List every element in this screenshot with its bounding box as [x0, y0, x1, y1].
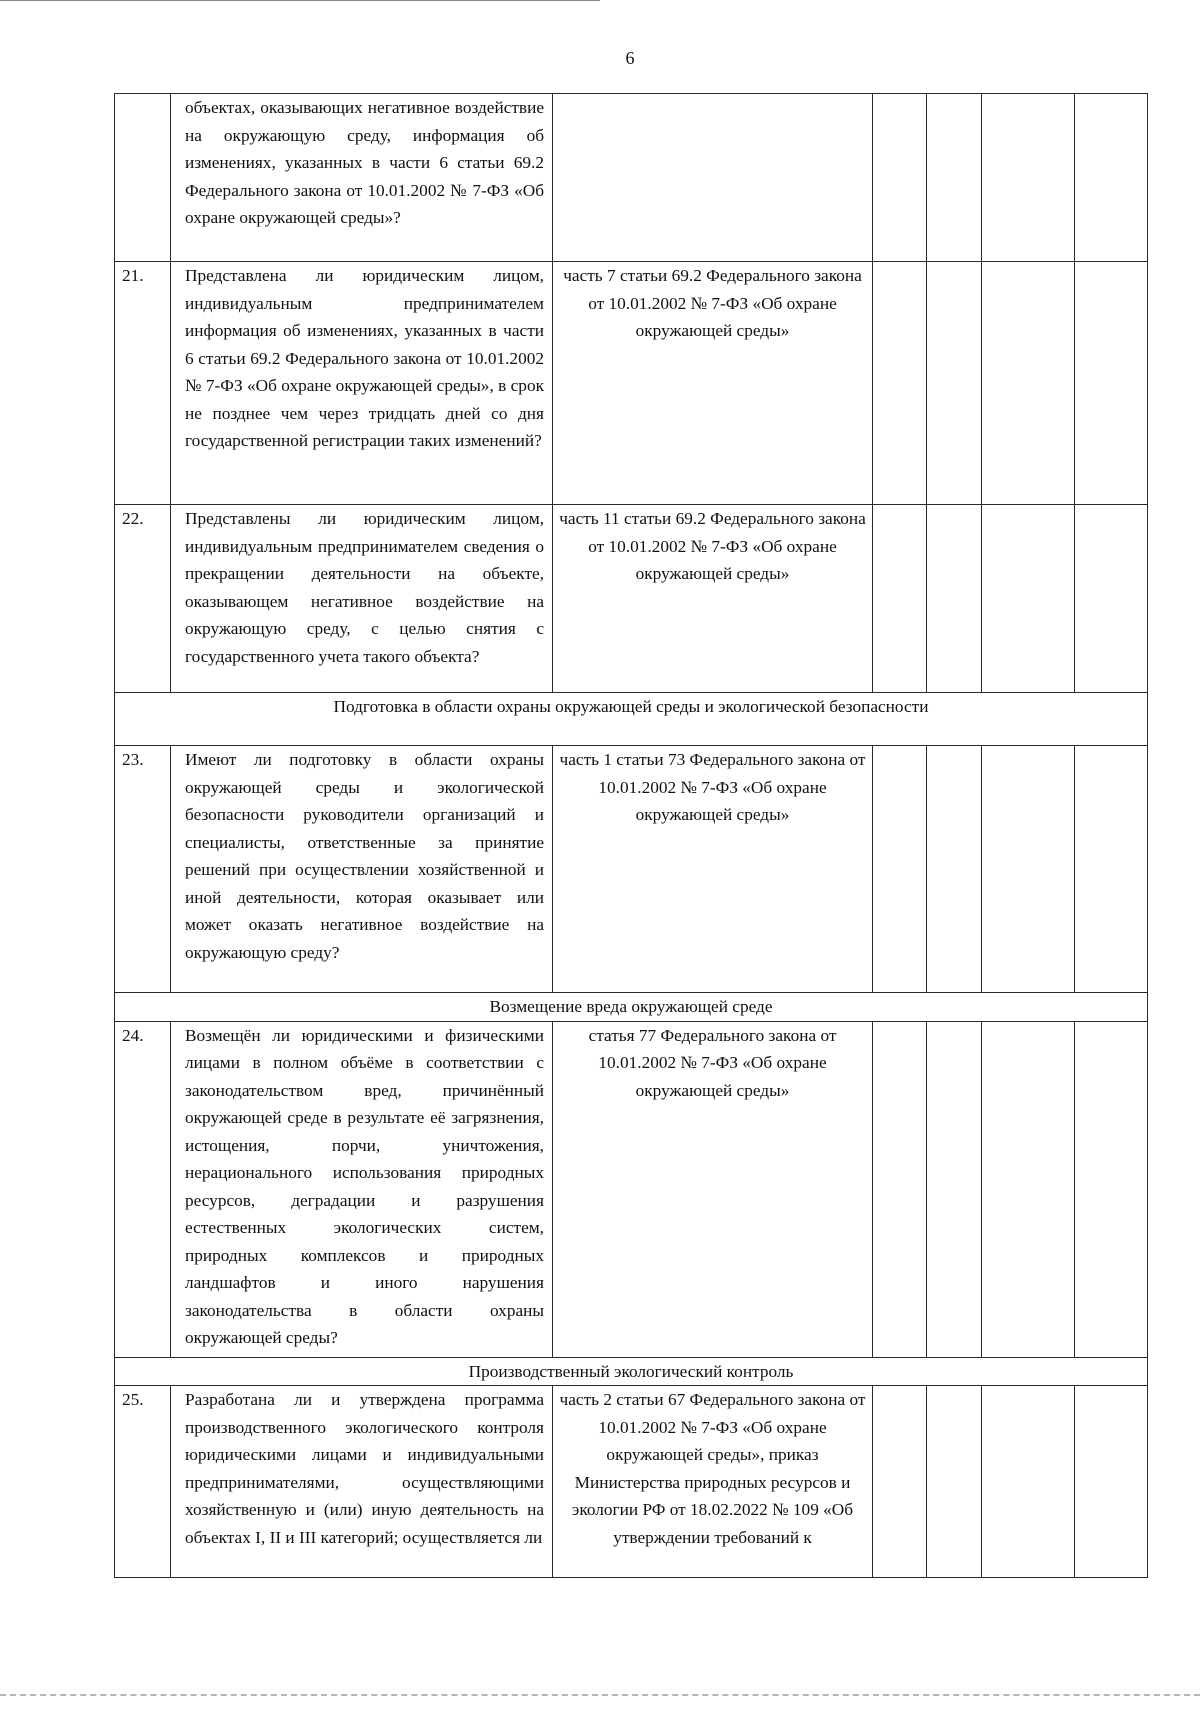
section-heading-training: Подготовка в области охраны окружающей среды и экологической безопасности	[115, 693, 1148, 746]
question-text: Представлена ли юридическим лицом, индивидуальным предпринимателем информация об изменениях, указанных в части 6 статьи 69.2 Федерального закона от 10.01.2002 № 7-ФЗ «Об охране окружающей среды», в срок не позднее чем через тридцать дней со дня государственной регистрации таких изменений?	[171, 262, 553, 505]
answer-not-applicable-cell	[982, 746, 1075, 993]
answer-no-cell	[927, 1021, 982, 1357]
answer-yes-cell	[873, 746, 927, 993]
answer-not-applicable-cell	[982, 1386, 1075, 1578]
question-text: Имеют ли подготовку в области охраны окружающей среды и экологической безопасности руководители организаций и специалисты, ответственные за принятие решений при осуществлении хозяйственной и иной деятельности, которая оказывает или может оказать негативное воздействие на окружающую среду?	[171, 746, 553, 993]
legal-reference: статья 77 Федерального закона от 10.01.2002 № 7-ФЗ «Об охране окружающей среды»	[553, 1021, 873, 1357]
table-row	[115, 505, 1148, 693]
note-cell	[1075, 505, 1148, 693]
legal-reference: часть 7 статьи 69.2 Федерального закона от 10.01.2002 № 7-ФЗ «Об охране окружающей среды»	[553, 262, 873, 505]
table-row	[115, 262, 1148, 505]
row-number: 23.	[115, 746, 171, 993]
answer-not-applicable-cell	[982, 262, 1075, 505]
row-number: 22.	[115, 505, 171, 693]
answer-yes-cell	[873, 1021, 927, 1357]
section-header-row	[115, 993, 1148, 1022]
legal-reference: часть 11 статьи 69.2 Федерального закона от 10.01.2002 № 7-ФЗ «Об охране окружающей среды»	[553, 505, 873, 693]
section-heading-damage: Возмещение вреда окружающей среде	[115, 993, 1148, 1022]
scan-bottom-edge-line	[0, 1694, 1200, 1696]
note-cell	[1075, 1021, 1148, 1357]
checklist-table	[114, 93, 1148, 1578]
section-heading-production-control: Производственный экологический контроль	[115, 1357, 1148, 1386]
question-text: объектах, оказывающих негативное воздействие на окружающую среду, информация об изменениях, указанных в части 6 статьи 69.2 Федерального закона от 10.01.2002 № 7-ФЗ «Об охране окружающей среды»?	[171, 94, 553, 262]
note-cell	[1075, 94, 1148, 262]
section-header-row	[115, 693, 1148, 746]
question-text: Разработана ли и утверждена программа производственного экологического контроля юридическими лицами и индивидуальными предпринимателями, осуществляющими хозяйственную и (или) иную деятельность на объектах I, II и III категорий; осуществляется ли	[171, 1386, 553, 1578]
legal-reference: часть 1 статьи 73 Федерального закона от 10.01.2002 № 7-ФЗ «Об охране окружающей среды»	[553, 746, 873, 993]
table-row	[115, 1021, 1148, 1357]
answer-no-cell	[927, 505, 982, 693]
question-text: Представлены ли юридическим лицом, индивидуальным предпринимателем сведения о прекращении деятельности на объекте, оказывающем негативное воздействие на окружающую среду, с целью снятия с государственного учета такого объекта?	[171, 505, 553, 693]
note-cell	[1075, 262, 1148, 505]
page-number: 6	[625, 48, 635, 68]
legal-reference	[553, 94, 873, 262]
answer-no-cell	[927, 746, 982, 993]
answer-no-cell	[927, 262, 982, 505]
answer-no-cell	[927, 94, 982, 262]
answer-no-cell	[927, 1386, 982, 1578]
table-row	[115, 746, 1148, 993]
row-number: 25.	[115, 1386, 171, 1578]
scan-top-edge-line	[0, 0, 600, 1]
row-number	[115, 94, 171, 262]
answer-not-applicable-cell	[982, 505, 1075, 693]
note-cell	[1075, 1386, 1148, 1578]
note-cell	[1075, 746, 1148, 993]
section-header-row	[115, 1357, 1148, 1386]
question-text: Возмещён ли юридическими и физическими лицами в полном объёме в соответствии с законодательством вред, причинённый окружающей среде в результате её загрязнения, истощения, порчи, уничтожения, нерационального использования природных ресурсов, деградации и разрушения естественных экологических систем, природных комплексов и природных ландшафтов и иного нарушения законодательства в области охраны окружающей среды?	[171, 1021, 553, 1357]
answer-not-applicable-cell	[982, 94, 1075, 262]
answer-yes-cell	[873, 94, 927, 262]
table-row	[115, 1386, 1148, 1578]
legal-reference: часть 2 статьи 67 Федерального закона от 10.01.2002 № 7-ФЗ «Об охране окружающей среды», приказ Министерства природных ресурсов и экологии РФ от 18.02.2022 № 109 «Об утверждении требований к	[553, 1386, 873, 1578]
answer-yes-cell	[873, 1386, 927, 1578]
row-number: 24.	[115, 1021, 171, 1357]
answer-yes-cell	[873, 262, 927, 505]
answer-not-applicable-cell	[982, 1021, 1075, 1357]
table-row	[115, 94, 1148, 262]
answer-yes-cell	[873, 505, 927, 693]
row-number: 21.	[115, 262, 171, 505]
